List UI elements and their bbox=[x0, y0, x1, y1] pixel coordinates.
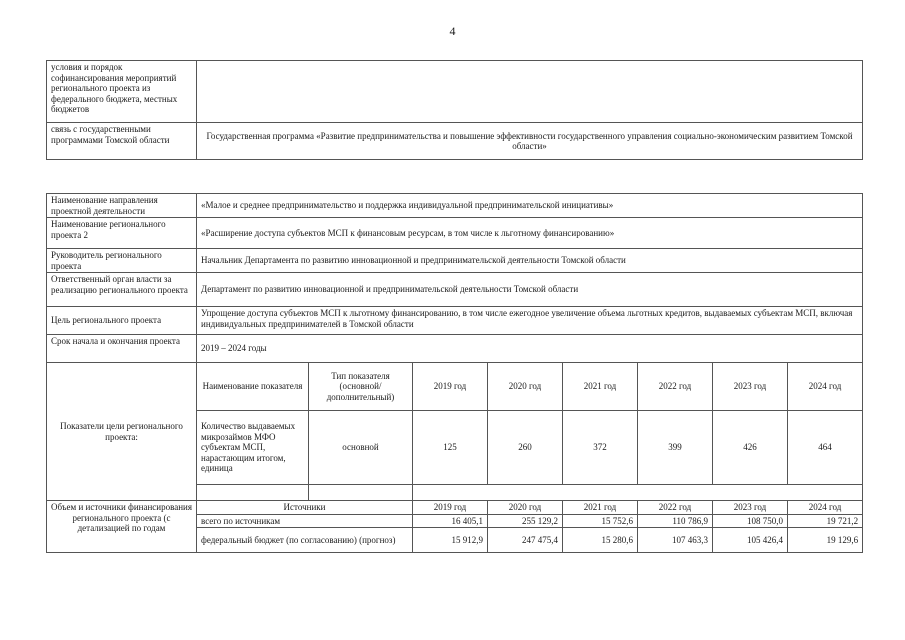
funding-source-name: всего по источникам bbox=[197, 514, 413, 528]
empty-cell bbox=[197, 485, 309, 501]
cofinancing-value bbox=[197, 61, 863, 123]
funding-year-header: 2024 год bbox=[788, 501, 863, 515]
state-programs-value: Государственная программа «Развитие предпринимательства и повышение эффективности государственного управления социально-экономическим развитием Томской области» bbox=[197, 123, 863, 160]
funding-year-header: 2020 год bbox=[488, 501, 563, 515]
manager-label: Руководитель регионального проекта bbox=[47, 249, 197, 273]
indicator-type: основной bbox=[309, 411, 413, 485]
sources-header: Источники bbox=[197, 501, 413, 515]
funding-value: 15 912,9 bbox=[413, 528, 488, 553]
funding-year-header: 2021 год bbox=[563, 501, 638, 515]
indicator-name: Количество выдаваемых микрозаймов МФО субъектам МСП, нарастающим итогом, единица bbox=[197, 411, 309, 485]
year-header: 2023 год bbox=[713, 363, 788, 411]
funding-year-header: 2019 год bbox=[413, 501, 488, 515]
funding-value: 108 750,0 bbox=[713, 514, 788, 528]
year-header: 2021 год bbox=[563, 363, 638, 411]
state-programs-label: связь с государственными программами Томской области bbox=[47, 123, 197, 160]
goal-label: Цель регионального проекта bbox=[47, 307, 197, 335]
funding-value: 110 786,9 bbox=[638, 514, 713, 528]
indicator-type-header: Тип показателя (основной/ дополнительный) bbox=[309, 363, 413, 411]
funding-year-header: 2023 год bbox=[713, 501, 788, 515]
year-header: 2020 год bbox=[488, 363, 563, 411]
authority-label: Ответственный орган власти за реализацию регионального проекта bbox=[47, 273, 197, 307]
term-label: Срок начала и окончания проекта bbox=[47, 335, 197, 363]
authority-value: Департамент по развитию инновационной и предпринимательской деятельности Томской области bbox=[197, 273, 863, 307]
indicators-label: Показатели цели регионального проекта: bbox=[47, 363, 197, 501]
page-number: 4 bbox=[449, 24, 456, 38]
top-table bbox=[46, 60, 863, 160]
funding-value: 107 463,3 bbox=[638, 528, 713, 553]
funding-value: 16 405,1 bbox=[413, 514, 488, 528]
indicator-value: 426 bbox=[713, 411, 788, 485]
empty-cell bbox=[413, 485, 863, 501]
indicator-name-header: Наименование показателя bbox=[197, 363, 309, 411]
term-value: 2019 – 2024 годы bbox=[197, 335, 863, 363]
cofinancing-label: условия и порядок софинансирования мероприятий регионального проекта из федерального бюджета, местных бюджетов bbox=[47, 61, 197, 123]
funding-label: Объем и источники финансирования регионального проекта (с детализацией по годам bbox=[47, 501, 197, 553]
main-table bbox=[46, 193, 863, 553]
direction-label: Наименование направления проектной деятельности bbox=[47, 194, 197, 218]
funding-year-header: 2022 год bbox=[638, 501, 713, 515]
funding-value: 105 426,4 bbox=[713, 528, 788, 553]
funding-value: 15 280,6 bbox=[563, 528, 638, 553]
indicator-value: 125 bbox=[413, 411, 488, 485]
funding-value: 19 721,2 bbox=[788, 514, 863, 528]
goal-value: Упрощение доступа субъектов МСП к льготному финансированию, в том числе ежегодное увеличение объема льготных кредитов, выдаваемых субъектам МСП, включая индивидуальных предпринимателей в Томской области bbox=[197, 307, 863, 335]
year-header: 2024 год bbox=[788, 363, 863, 411]
direction-value: «Малое и среднее предпринимательство и поддержка индивидуальной предпринимательской инициативы» bbox=[197, 194, 863, 218]
indicator-value: 260 bbox=[488, 411, 563, 485]
funding-value: 15 752,6 bbox=[563, 514, 638, 528]
indicator-value: 464 bbox=[788, 411, 863, 485]
indicator-value: 372 bbox=[563, 411, 638, 485]
funding-value: 255 129,2 bbox=[488, 514, 563, 528]
funding-source-name: федеральный бюджет (по согласованию) (прогноз) bbox=[197, 528, 413, 553]
funding-value: 247 475,4 bbox=[488, 528, 563, 553]
manager-value: Начальник Департамента по развитию инновационной и предпринимательской деятельности Томской области bbox=[197, 249, 863, 273]
year-header: 2022 год bbox=[638, 363, 713, 411]
empty-cell bbox=[309, 485, 413, 501]
funding-value: 19 129,6 bbox=[788, 528, 863, 553]
project-name-value: «Расширение доступа субъектов МСП к финансовым ресурсам, в том числе к льготному финансированию» bbox=[197, 218, 863, 249]
indicator-value: 399 bbox=[638, 411, 713, 485]
project-name-label: Наименование регионального проекта 2 bbox=[47, 218, 197, 249]
year-header: 2019 год bbox=[413, 363, 488, 411]
